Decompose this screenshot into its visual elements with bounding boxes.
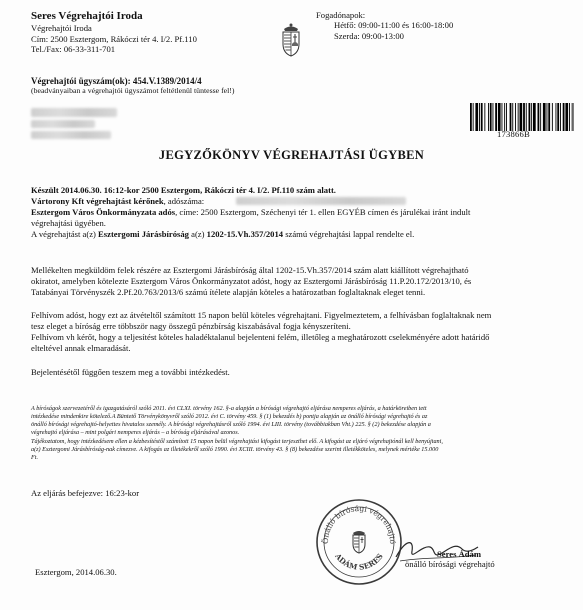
order-pre: A végrehajtást a(z) (31, 229, 99, 239)
order-court: Esztergomi Járásbíróság (98, 229, 189, 239)
paragraph-1-line-3: Tatabányai Törvényszék 2.Pf.20.763/2013/6 számú ítélete alapján köteles a határozatban foglaltaknak eleget tenni. (31, 287, 426, 297)
enforcement-order-line (31, 229, 566, 239)
legal-note-1-line-3: önálló bírósági végrehajtó-helyettes hivatalos személy. A bírósági végrehajtásról szóló 1994. évi LIII. törvény (továbbiakban Vht.) 225. § (2) bekezdése alapján a (31, 421, 431, 428)
legal-note-1-line-1: A bíróságok szervezetéről és igazgatásáról szóló 2011. évi CLXI. törvény 162. §-a alapján a bírósági végrehajtó eljárása nemperes eljárás, a határköreiben tett (31, 405, 427, 412)
header-line-phone: Tel./Fax: 06-33-311-701 (31, 44, 116, 55)
legal-note-1-line-4: végrehajtó eljárása – mint polgári nemperes eljárás – a bíróság eljárásával azonos. (31, 429, 240, 436)
signer-name: Seres Ádám (437, 549, 482, 559)
legal-note-1-line-2: intézkedése mindenkire kötelező.A Büntető Törvénykönyvről szóló 2012. évi C. törvény 459. § (1) bekezdés b) pontja alapján az önálló bírósági végrehajtó és az (31, 413, 428, 420)
office-hours-label: Fogadónapok: (316, 10, 366, 20)
header-line-address: Cím: 2500 Esztergom, Rákóczi tér 4. I/2. Pf.110 (31, 33, 197, 44)
barcode-number: 173866B (497, 129, 530, 139)
procedure-end-time: Az eljárás befejezve: 16:23-kor (31, 488, 140, 498)
debtor-line (31, 207, 566, 217)
paragraph-1-line-2: okiratot, amelyben kötelezte Esztergom Város Önkormányzatot adóst, hogy az Esztergomi Járásbíróság 11.P.20.172/2013/10, és (31, 276, 472, 286)
header-line-office: Végrehajtói Iroda (31, 23, 92, 34)
case-number-note: (beadványaiban a végrehajtói ügyszámot feltétlenül tüntesse fel!) (31, 86, 235, 95)
order-mid: a(z) (188, 229, 207, 239)
office-hours (316, 10, 453, 41)
case-number: Végrehajtói ügyszám(ok): 454.V.1389/2014/4 (31, 76, 202, 86)
firm-name: Seres Végrehajtói Iroda (31, 10, 143, 22)
redacted-recipient-name (31, 108, 117, 117)
legal-note-2-line-2: a(z) Esztergomi Járásbíróság-nak címezve. A kifogás az illetékekről szóló 1990. évi XCIII. törvény 43. § (8) bekezdése szerint illetékköteles, melynek mértéke 15.000 (31, 446, 439, 453)
redacted-recipient-street (31, 120, 95, 128)
made-at-line: Készült 2014.06.30. 16:12-kor 2500 Esztergom, Rákóczi tér 4. I/2. Pf.110 szám alatt. (31, 185, 336, 195)
office-header (31, 10, 197, 55)
office-hours-monday: Hétfő: 09:00-11:00 és 16:00-18:00 (334, 20, 454, 31)
barcode-icon (470, 103, 574, 131)
hungarian-coat-of-arms-icon (279, 20, 303, 58)
stamp-text-bottom: ADÁM SERES (333, 551, 385, 572)
stamp-text-top: Önálló bírósági végrehajtó (320, 503, 398, 545)
paragraph-1-line-1: Mellékelten megküldöm felek részére az Esztergomi Járásbíróság által 1202-15.Vh.357/2014 szám alatt kiállított végrehajtható (31, 265, 469, 275)
creditor-name: Vártorony Kft végrehajtást kérőnek (31, 196, 164, 206)
legal-note-2-line-1: Tájékoztatom, hogy intézkedésem ellen a kézbesítéstől számított 15 napon belül végrehajtási kifogást terjeszthet elő. A kifogást az eljáró végrehajtónál kell benyújtani, (31, 438, 443, 445)
debtor-address: , címe: 2500 Esztergom, Széchenyi tér 1. ellen EGYÉB címen és járulékai iránt indult (175, 207, 471, 217)
creditor-tax-label: , adószáma: (163, 196, 205, 206)
debtor-line-cont: végrehajtási ügyében. (31, 218, 106, 228)
office-hours-wednesday: Szerda: 09:00-13:00 (334, 30, 404, 41)
legal-note-2-line-3: Ft. (31, 454, 39, 461)
signer-title: önálló bírósági végrehajtó (405, 559, 495, 569)
paragraph-2-line-3: Felhívom vh kérőt, hogy a teljesítést köteles haladéktalanul bejelenteni felém, illetőleg a meghatározott cselekményére adott határidő (31, 332, 490, 342)
redacted-tax-number (236, 197, 406, 205)
document-title: JEGYZŐKÖNYV VÉGREHAJTÁSI ÜGYBEN (158, 148, 425, 162)
place-and-date: Esztergom, 2014.06.30. (35, 567, 117, 577)
paragraph-2-line-4: elteltével annak elmaradását. (31, 343, 131, 353)
debtor-name: Esztergom Város Önkormányzata adós (31, 207, 176, 217)
order-number: 1202-15.Vh.357/2014 (206, 229, 284, 239)
official-stamp-icon (314, 497, 404, 587)
paragraph-3: Bejelentésétől függően teszem meg a további intézkedést. (31, 367, 230, 377)
order-post: számú végrehajtási lappal rendelte el. (283, 229, 415, 239)
redacted-recipient-city (31, 131, 111, 139)
stamp-coat-of-arms-icon (353, 531, 365, 553)
paragraph-2-line-1: Felhívom adóst, hogy ezt az átvételtől számított 15 napon belül köteles végrehajtani. Figyelmeztetem, a felhívásban foglaltaknak nem (31, 310, 492, 320)
paragraph-2-line-2: tesz eleget a bíróság erre többször nagy összegű pénzbírság kiszabásával fogja kényszeríteni. (31, 321, 351, 331)
